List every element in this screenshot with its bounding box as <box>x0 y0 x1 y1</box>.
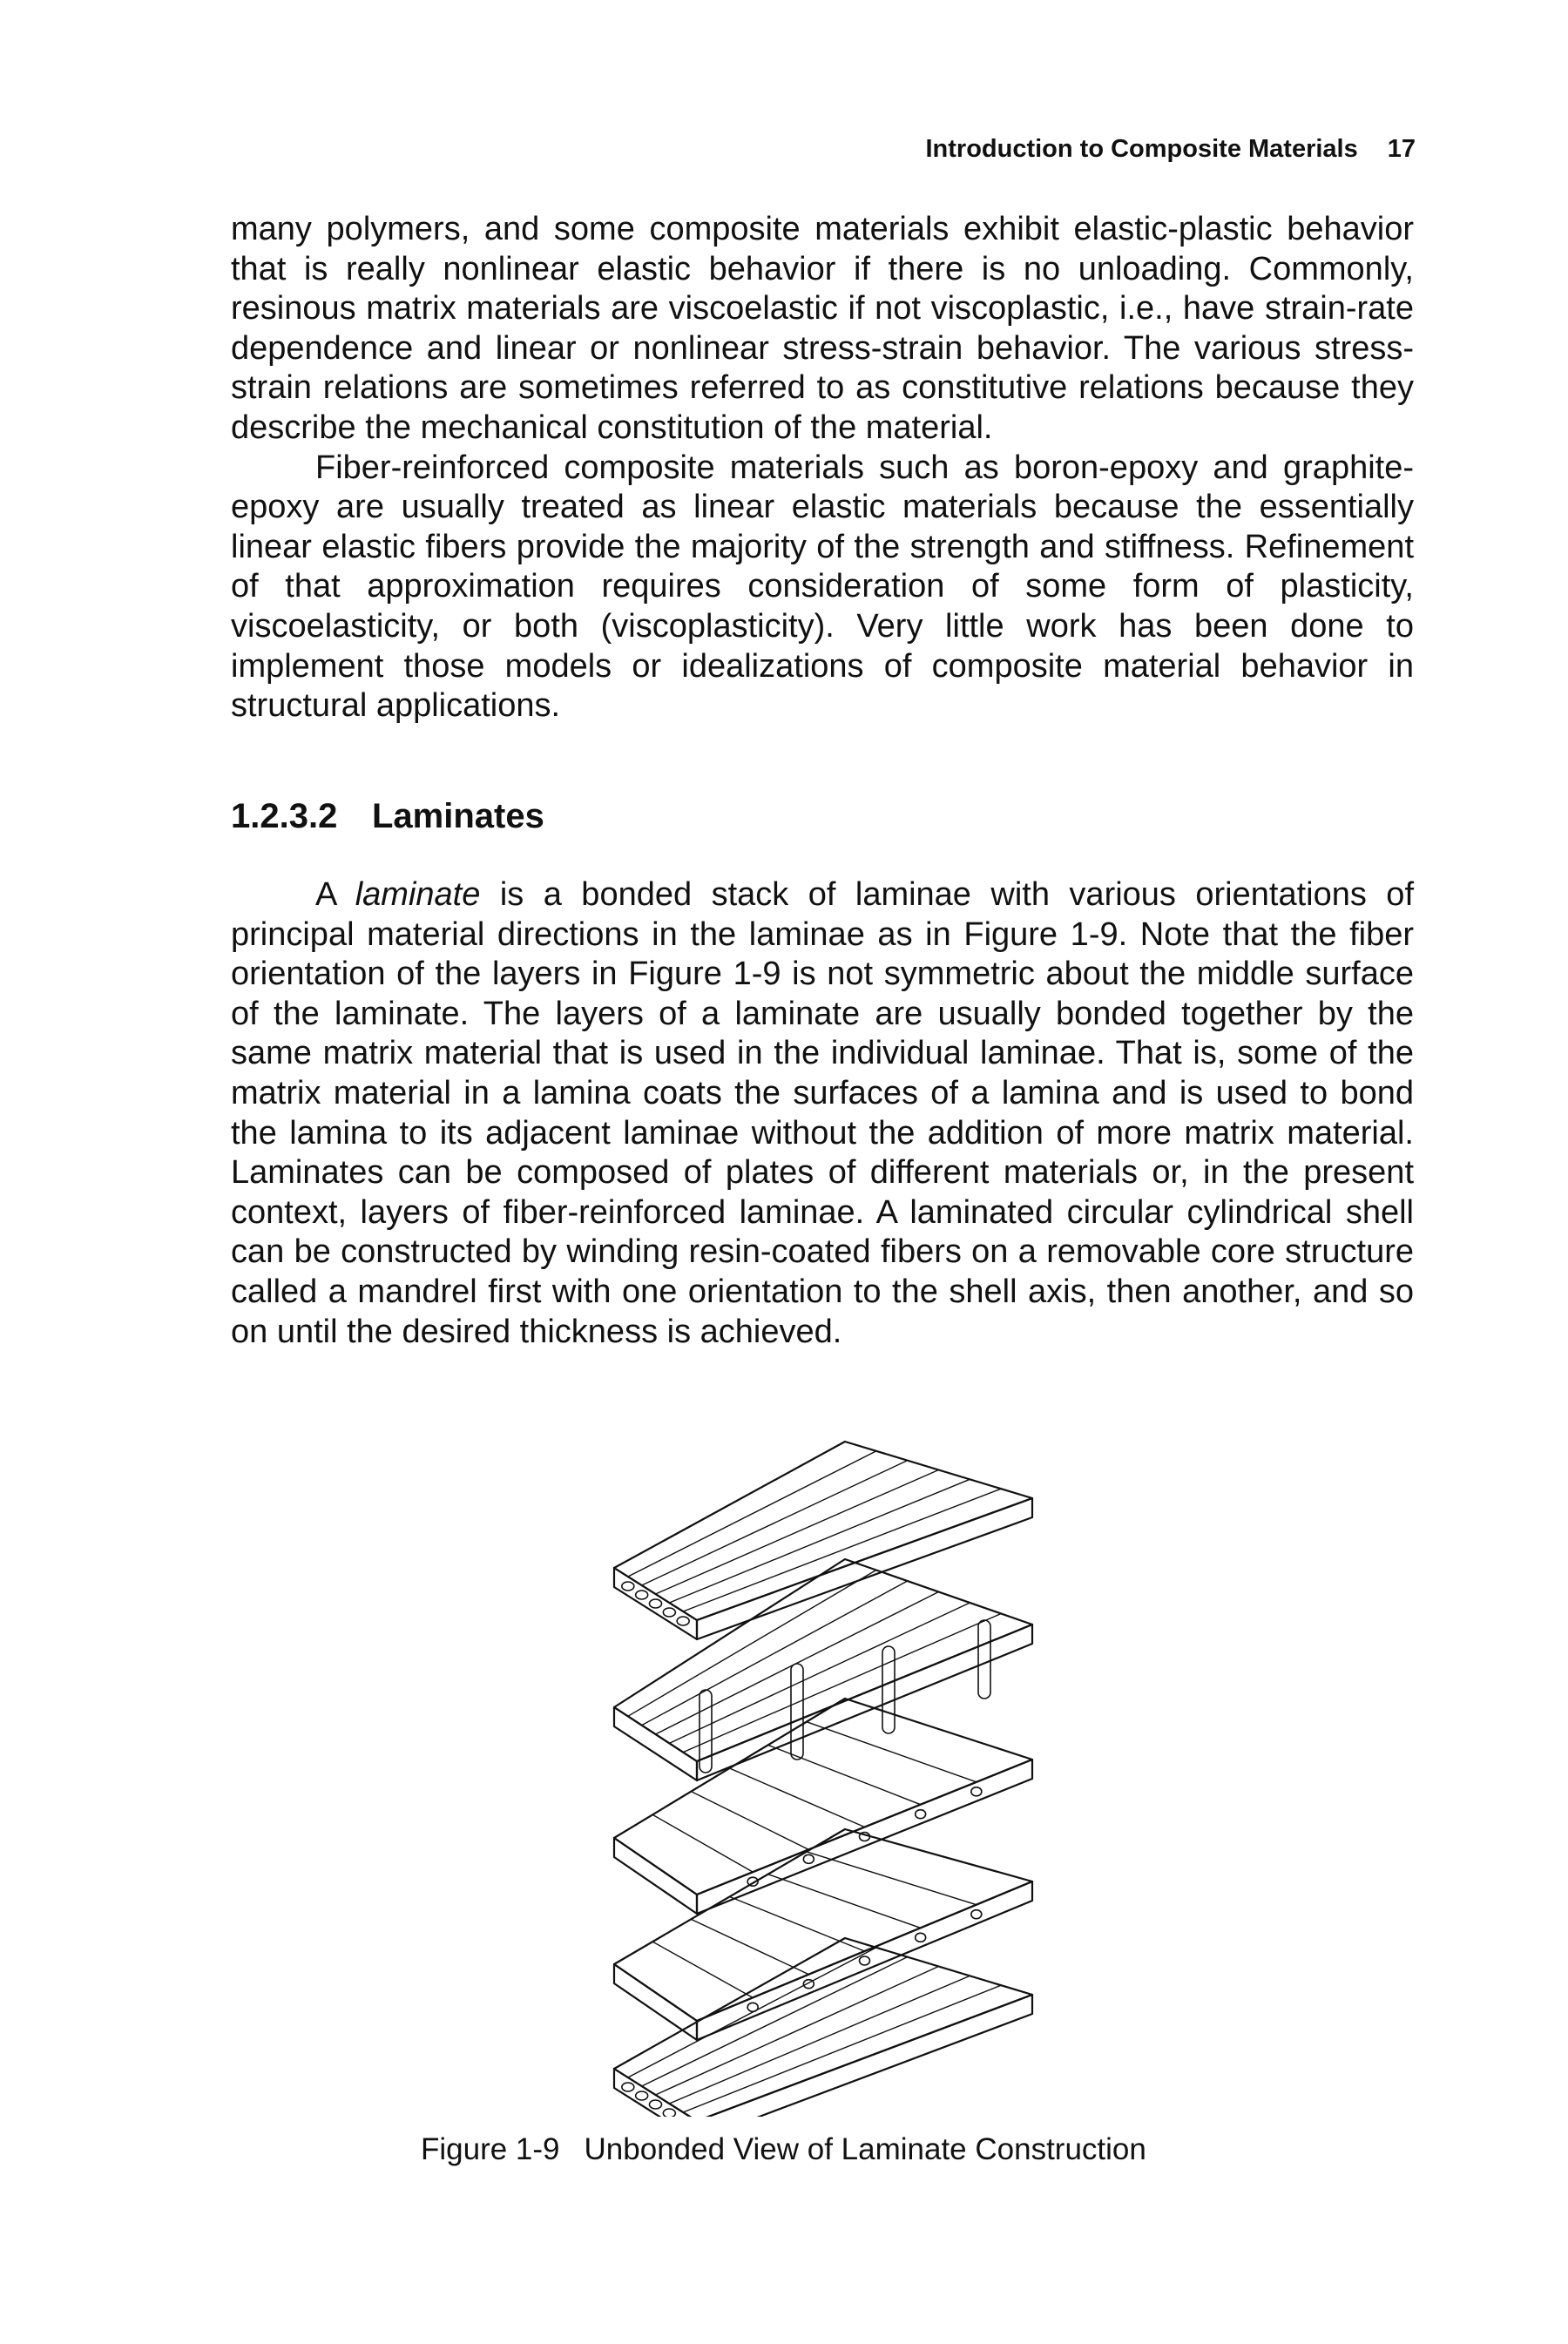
lamina-layer-4-top <box>614 1829 1032 2021</box>
lamina-layer-5-fiber <box>628 1948 876 2077</box>
figure-label: Figure 1-9 <box>421 2132 560 2166</box>
lamina-layer-3-fiber <box>730 1768 865 1827</box>
section-heading <box>231 797 544 836</box>
lamina-layer-5-fiber-end <box>663 2109 675 2117</box>
lamina-layer-4-fiber-end <box>916 1933 926 1942</box>
lamina-layer-3-fiber <box>652 1814 753 1872</box>
lamina-layer-4-edge-right <box>697 1881 1032 2040</box>
lamina-layer-4-fiber-end <box>860 1956 870 1965</box>
lamina-layer-5-fiber <box>683 1985 1001 2112</box>
page-number: 17 <box>1387 135 1416 163</box>
lamina-layer-1-fiber-end <box>622 1582 634 1591</box>
lamina-layer-2-fiber <box>628 1571 876 1717</box>
running-header <box>235 135 1416 164</box>
lamina-layer-5-fiber-end <box>636 2091 648 2100</box>
vertical-fiber <box>882 1646 895 1733</box>
lamina-layer-2-top <box>614 1559 1032 1761</box>
lamina-layer-1-fiber <box>656 1470 939 1595</box>
figure-laminate-illustration <box>610 1429 1045 2117</box>
lamina-layer-5-fiber <box>669 1976 970 2104</box>
lamina-layer-3-fiber <box>807 1722 977 1782</box>
lamina-layer-5-edge-right <box>697 1995 1032 2117</box>
laminate-term: laminate <box>355 876 481 913</box>
laminate-rest: is a bonded stack of laminae with various orientations of principal material directions in the laminae as in Figure 1-9. Note that the fiber orientation of the layers in Figure 1-9 is not symmetric about the middle surface of the laminate. The layers of a laminate are usually bonded together by the same matrix material that is used in the individual laminae. That is, some of the matrix material in a lamina coats the surfaces of a lamina and is used to bond the lamina to its adjacent laminae without the addition of more matrix material. Laminates can be composed of plates of different materials or, in the present context, layers of fiber-reinforced laminae. A laminated circular cylindrical shell can be constructed by winding resin-coated fibers on a removable core structure called a mandrel first with one orientation to the shell axis, then another, and so on until the desired thickness is achieved. <box>231 876 1414 1350</box>
lamina-layer-4-fiber <box>768 1875 921 1929</box>
lamina-layer-3-fiber-end <box>916 1810 926 1819</box>
lamina-layer-1-fiber-end <box>677 1617 689 1625</box>
section-number: 1.2.3.2 <box>231 797 338 835</box>
lamina-layer-1-edge-right <box>697 1498 1032 1639</box>
laminate-lead: A <box>315 876 355 913</box>
lamina-layer-5-fiber <box>642 1957 908 2086</box>
body-text-top <box>231 210 1414 726</box>
section-title: Laminates <box>372 797 544 835</box>
lamina-layer-5-fiber-end <box>622 2083 634 2091</box>
figure-caption <box>421 2132 1146 2167</box>
lamina-layer-5-fiber <box>656 1967 939 2096</box>
lamina-layer-2-fiber <box>669 1603 970 1743</box>
figure-title: Unbonded View of Laminate Construction <box>584 2132 1146 2166</box>
lamina-layer-1-fiber-end <box>636 1591 648 1599</box>
laminate-stack-illustration <box>610 1429 1045 2117</box>
lamina-layer-4-fiber <box>730 1897 865 1952</box>
lamina-layer-2-fiber <box>683 1614 1001 1753</box>
lamina-layer-3-fiber-end <box>971 1787 982 1796</box>
lamina-layer-4-fiber <box>652 1942 753 1997</box>
lamina-layer-4-fiber-end <box>971 1910 982 1919</box>
lamina-layer-3-fiber-end <box>803 1854 814 1863</box>
running-title: Introduction to Composite Materials <box>925 135 1358 163</box>
body-text-laminates <box>231 875 1414 1352</box>
lamina-layer-3-fiber <box>691 1792 808 1850</box>
lamina-layer-2-fiber <box>642 1581 908 1726</box>
vertical-fiber <box>791 1664 803 1760</box>
paragraph-fiber-reinforced: Fiber-reinforced composite materials such as boron-epoxy and graphite-epoxy are usually treated as linear elastic materials because the essentially linear elastic fibers provide the majority of the strength and stiffness. Refinement of that approximation requires consideration of some form of plasticity, viscoelasticity, or both (viscoplasticity). Very little work has been done to implement those models or idealizations of composite material behavior in structural applications. <box>231 449 1414 725</box>
lamina-layer-1-fiber <box>683 1489 1001 1611</box>
paragraph-laminates <box>231 875 1414 1352</box>
lamina-layer-3-edge-left <box>614 1838 697 1914</box>
paragraph-continued: many polymers, and some composite materials exhibit elastic-plastic behavior that is really nonlinear elastic behavior if there is no unloading. Commonly, resinous matrix materials are viscoelastic if not viscoplastic, i.e., have strain-rate dependence and linear or nonlinear stress-strain behavior. The various stress-strain relations are sometimes referred to as constitutive relations because they describe the mechanical constitution of the material. <box>231 211 1414 446</box>
lamina-layer-5-fiber-end <box>650 2100 662 2109</box>
lamina-layer-1-fiber <box>669 1479 970 1603</box>
lamina-layer-1-fiber-end <box>663 1608 675 1617</box>
lamina-layer-4-fiber <box>691 1919 808 1974</box>
lamina-layer-1-fiber-end <box>650 1599 662 1608</box>
vertical-fiber <box>978 1620 990 1699</box>
